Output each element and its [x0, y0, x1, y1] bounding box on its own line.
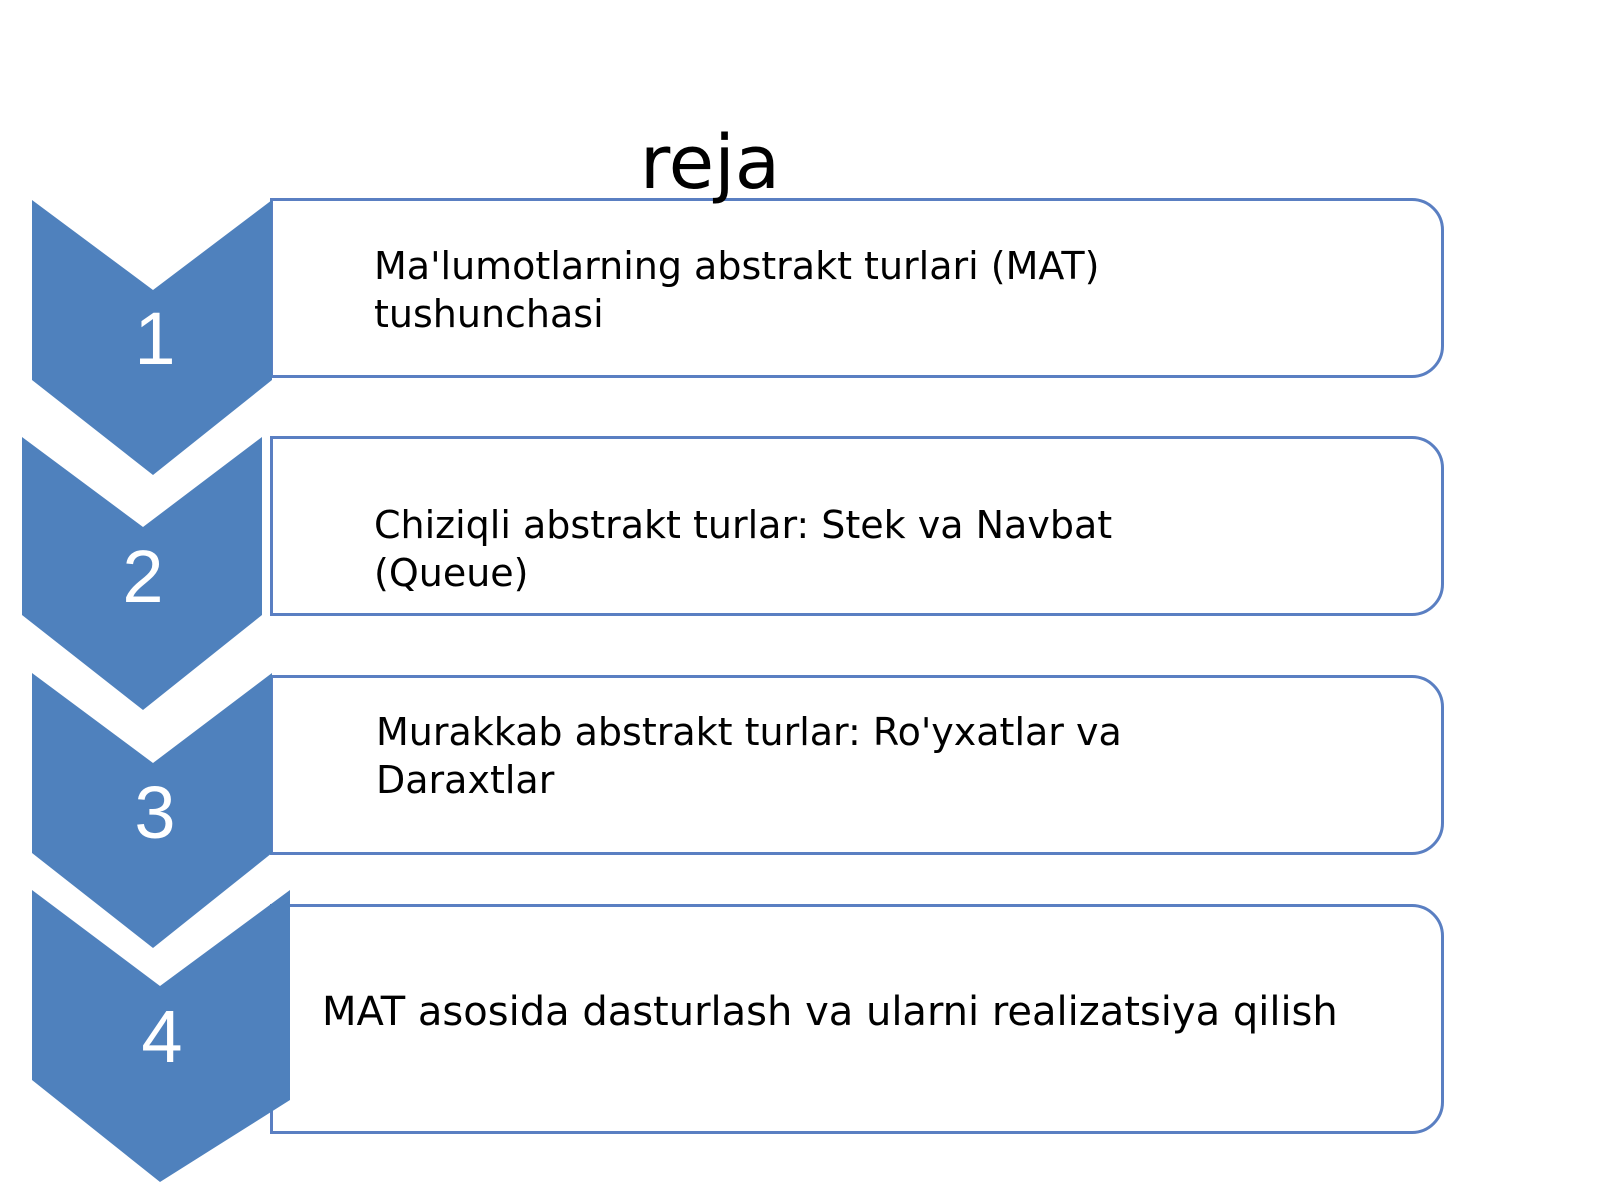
- step-text-1-line-2: tushunchasi: [374, 292, 604, 336]
- step-text-2-line-2: (Queue): [374, 551, 529, 595]
- step-number-2: 2: [122, 535, 164, 618]
- chevron-1: [32, 200, 272, 475]
- step-number-4: 4: [141, 995, 183, 1078]
- step-text-2-line-1: Chiziqli abstrakt turlar: Stek va Navbat: [374, 503, 1113, 547]
- step-text-2: [374, 501, 1194, 597]
- step-text-3: [376, 708, 1196, 804]
- step-text-4-line-1: MAT asosida dasturlash va ularni realizatsiya qilish: [322, 989, 1338, 1035]
- step-text-1: [374, 242, 1194, 338]
- chevron-2: [22, 437, 262, 710]
- step-text-1-line-1: Ma'lumotlarning abstrakt turlari (MAT): [374, 244, 1100, 288]
- step-number-3: 3: [134, 771, 176, 854]
- chevron-3: [32, 673, 272, 948]
- step-text-3-line-2: Daraxtlar: [376, 758, 555, 802]
- slide-title: reja: [639, 120, 781, 206]
- step-number-1: 1: [134, 297, 176, 380]
- step-text-4: [322, 988, 1442, 1036]
- step-text-3-line-1: Murakkab abstrakt turlar: Ro'yxatlar va: [376, 710, 1122, 754]
